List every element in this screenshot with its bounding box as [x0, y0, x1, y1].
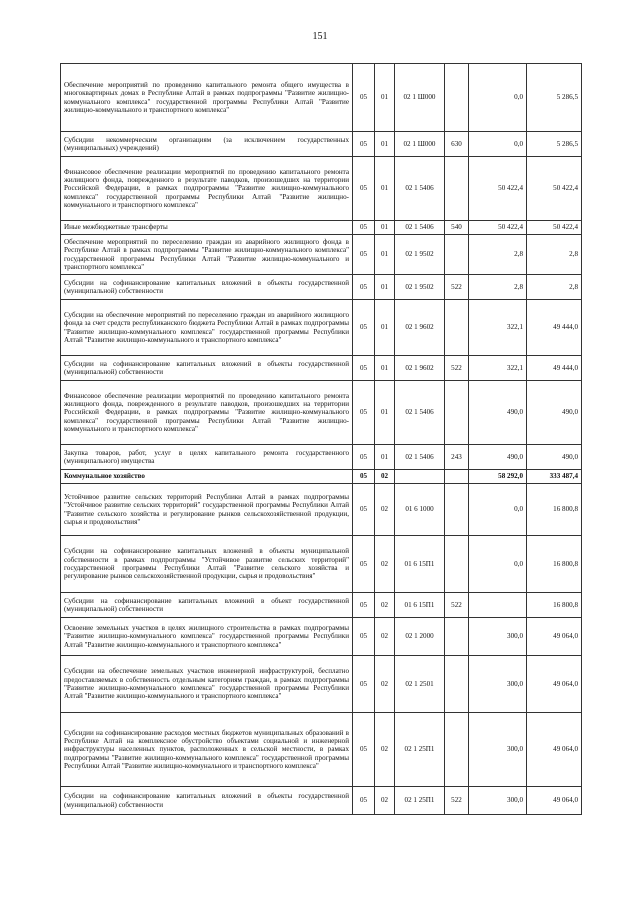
row-amount-2: 49 064,0: [527, 618, 582, 656]
row-amount-1: 58 292,0: [469, 470, 527, 484]
row-amount-1: 322,1: [469, 300, 527, 356]
row-subsection: 02: [375, 713, 395, 787]
row-target-article: 02 1 5406: [395, 381, 445, 445]
table-row: [61, 221, 582, 235]
row-amount-1: 322,1: [469, 356, 527, 381]
row-amount-2: 333 487,4: [527, 470, 582, 484]
row-name: Субсидии на обеспечение мероприятий по переселению граждан из аварийного жилищного фонда за счет средств республиканского бюджета Республики Алтай в рамках подпрограммы "Развитие жилищно-коммунального комплекса" государственной программы Республики Алтай "Развитие жилищно-коммунального и транспортного комплекса": [61, 300, 353, 356]
row-section: 05: [353, 64, 375, 132]
row-expense-type: [445, 300, 469, 356]
row-name: Субсидии на софинансирование капитальных вложений в объекты государственной (муниципальной) собственности: [61, 787, 353, 815]
row-target-article: 02 1 9602: [395, 356, 445, 381]
row-expense-type: 522: [445, 593, 469, 618]
row-name: Коммунальное хозяйство: [61, 470, 353, 484]
row-amount-1: 0,0: [469, 536, 527, 593]
row-section: 05: [353, 593, 375, 618]
row-expense-type: [445, 618, 469, 656]
row-subsection: 02: [375, 593, 395, 618]
row-subsection: 01: [375, 235, 395, 275]
table-row: [61, 445, 582, 470]
row-amount-1: 0,0: [469, 132, 527, 157]
row-amount-2: 49 064,0: [527, 713, 582, 787]
row-amount-2: 16 800,8: [527, 484, 582, 536]
table-row: [61, 275, 582, 300]
row-expense-type: 540: [445, 221, 469, 235]
row-name: Субсидии на софинансирование капитальных вложений в объекты муниципальной собственности в рамках подпрограммы "Устойчивое развитие сельских территорий" государственной программы Республики Алтай "Развитие сельского хозяйства и регулирование рынков сельскохозяйственной продукции, сырья и продовольствия": [61, 536, 353, 593]
row-target-article: 02 1 5406: [395, 157, 445, 221]
table-row: [61, 132, 582, 157]
row-amount-1: [469, 593, 527, 618]
row-amount-1: 50 422,4: [469, 157, 527, 221]
table-row: [61, 470, 582, 484]
row-section: 05: [353, 787, 375, 815]
row-amount-2: 50 422,4: [527, 221, 582, 235]
row-expense-type: 630: [445, 132, 469, 157]
row-subsection: 01: [375, 275, 395, 300]
row-name: Освоение земельных участков в целях жилищного строительства в рамках подпрограммы "Развитие жилищно-коммунального комплекса" государственной программы Республики Алтай "Развитие жилищно-коммунального и транспортного комплекса": [61, 618, 353, 656]
row-expense-type: 522: [445, 275, 469, 300]
row-section: 05: [353, 618, 375, 656]
row-subsection: 01: [375, 64, 395, 132]
row-target-article: 01 6 15П1: [395, 593, 445, 618]
table-row: [61, 381, 582, 445]
table-row: [61, 157, 582, 221]
table-row: [61, 618, 582, 656]
row-expense-type: 522: [445, 787, 469, 815]
table-row: [61, 484, 582, 536]
row-amount-2: 49 444,0: [527, 356, 582, 381]
row-section: 05: [353, 235, 375, 275]
row-name: Субсидии на софинансирование капитальных вложений в объекты государственной (муниципальной) собственности: [61, 356, 353, 381]
row-expense-type: [445, 470, 469, 484]
row-target-article: 02 1 9502: [395, 235, 445, 275]
table-row: [61, 356, 582, 381]
row-subsection: 01: [375, 445, 395, 470]
row-subsection: 02: [375, 787, 395, 815]
row-expense-type: [445, 157, 469, 221]
row-target-article: 02 1 25П1: [395, 713, 445, 787]
row-name: Закупка товаров, работ, услуг в целях капитального ремонта государственного (муниципального) имущества: [61, 445, 353, 470]
row-target-article: [395, 470, 445, 484]
row-name: Обеспечение мероприятий по переселению граждан из аварийного жилищного фонда в Республике Алтай в рамках подпрограммы "Развитие жилищно-коммунального комплекса" государственной программы Республики Алтай "Развитие жилищно-коммунального и транспортного комплекса": [61, 235, 353, 275]
row-subsection: 02: [375, 484, 395, 536]
row-expense-type: [445, 713, 469, 787]
row-amount-1: 300,0: [469, 618, 527, 656]
row-name: Финансовое обеспечение реализации мероприятий по проведению капитального ремонта жилищного фонда, поврежденного в результате паводков, произошедших на территории Российской Федерации, в рамках подпрограммы "Развитие жилищно-коммунального комплекса" государственной программы Республики Алтай "Развитие жилищно-коммунального и транспортного комплекса": [61, 157, 353, 221]
row-subsection: 01: [375, 132, 395, 157]
row-amount-2: 49 444,0: [527, 300, 582, 356]
row-amount-2: 2,8: [527, 275, 582, 300]
row-amount-2: 5 286,5: [527, 132, 582, 157]
row-subsection: 01: [375, 356, 395, 381]
row-amount-2: 16 800,8: [527, 593, 582, 618]
row-name: Субсидии на софинансирование капитальных вложений в объекты государственной (муниципальной) собственности: [61, 275, 353, 300]
row-subsection: 02: [375, 618, 395, 656]
row-name: Субсидии на софинансирование капитальных вложений в объект государственной (муниципальной) собственности: [61, 593, 353, 618]
row-target-article: 02 1 25П1: [395, 787, 445, 815]
row-amount-1: 300,0: [469, 787, 527, 815]
row-amount-1: 50 422,4: [469, 221, 527, 235]
row-expense-type: [445, 484, 469, 536]
table-row: [61, 787, 582, 815]
row-section: 05: [353, 445, 375, 470]
row-section: 05: [353, 484, 375, 536]
row-expense-type: [445, 381, 469, 445]
row-expense-type: [445, 536, 469, 593]
row-section: 05: [353, 713, 375, 787]
row-amount-2: 490,0: [527, 445, 582, 470]
row-amount-1: 490,0: [469, 445, 527, 470]
row-amount-2: 49 064,0: [527, 787, 582, 815]
row-amount-1: 300,0: [469, 656, 527, 713]
budget-table: [60, 63, 582, 815]
row-subsection: 02: [375, 470, 395, 484]
row-target-article: 01 6 1000: [395, 484, 445, 536]
row-target-article: 02 1 Ш000: [395, 132, 445, 157]
table-row: [61, 536, 582, 593]
row-expense-type: [445, 235, 469, 275]
row-name: Устойчивое развитие сельских территорий Республики Алтай в рамках подпрограммы "Устойчивое развитие сельских территорий" государственной программы Республики Алтай "Развитие сельского хозяйства и регулирование рынков сельскохозяйственной продукции, сырья и продовольствия": [61, 484, 353, 536]
row-section: 05: [353, 356, 375, 381]
row-expense-type: [445, 64, 469, 132]
row-section: 05: [353, 132, 375, 157]
row-name: Иные межбюджетные трансферты: [61, 221, 353, 235]
row-name: Финансовое обеспечение реализации мероприятий по проведению капитального ремонта жилищного фонда, поврежденного в результате паводков, произошедших на территории Российской Федерации, в рамках подпрограммы "Развитие жилищно-коммунального комплекса" государственной программы Республики Алтай "Развитие жилищно-коммунального и транспортного комплекса": [61, 381, 353, 445]
row-amount-2: 490,0: [527, 381, 582, 445]
row-section: 05: [353, 656, 375, 713]
page-number: 151: [312, 31, 328, 42]
row-amount-2: 50 422,4: [527, 157, 582, 221]
row-amount-1: 490,0: [469, 381, 527, 445]
row-name: Субсидии на софинансирование расходов местных бюджетов муниципальных образований в Республике Алтай на комплексное обустройство объектами социальной и инженерной инфраструктуры населенных пунктов, расположенных в сельской местности, в рамках подпрограммы "Развитие жилищно-коммунального комплекса" государственной программы Республики Алтай "Развитие жилищно-коммунального и транспортного комплекса": [61, 713, 353, 787]
row-subsection: 02: [375, 536, 395, 593]
row-amount-2: 5 286,5: [527, 64, 582, 132]
table-row: [61, 713, 582, 787]
row-section: 05: [353, 536, 375, 593]
row-section: 05: [353, 381, 375, 445]
row-subsection: 01: [375, 157, 395, 221]
row-amount-2: 49 064,0: [527, 656, 582, 713]
row-expense-type: [445, 656, 469, 713]
table-row: [61, 235, 582, 275]
row-name: Субсидии на обеспечение земельных участков инженерной инфраструктурой, бесплатно предоставляемых в собственность отдельным категориям граждан, в рамках подпрограммы "Развитие жилищно-коммунального комплекса" государственной программы Республики Алтай "Развитие жилищно-коммунального и транспортного комплекса": [61, 656, 353, 713]
row-target-article: 02 1 5406: [395, 221, 445, 235]
row-expense-type: 522: [445, 356, 469, 381]
row-amount-1: 0,0: [469, 64, 527, 132]
row-section: 05: [353, 157, 375, 221]
row-subsection: 01: [375, 381, 395, 445]
table-row: [61, 64, 582, 132]
row-target-article: 02 1 2000: [395, 618, 445, 656]
row-subsection: 01: [375, 221, 395, 235]
row-name: Обеспечение мероприятий по проведению капитального ремонта общего имущества в многоквартирных домах в Республике Алтай в рамках подпрограммы "Развитие жилищно-коммунального комплекса" государственной программы Республики Алтай "Развитие жилищно-коммунального и транспортного комплекса": [61, 64, 353, 132]
row-target-article: 02 1 Ш000: [395, 64, 445, 132]
row-target-article: 01 6 15П1: [395, 536, 445, 593]
row-section: 05: [353, 470, 375, 484]
row-name: Субсидии некоммерческим организациям (за исключением государственных (муниципальных) учреждений): [61, 132, 353, 157]
row-subsection: 02: [375, 656, 395, 713]
row-expense-type: 243: [445, 445, 469, 470]
row-amount-1: 0,0: [469, 484, 527, 536]
row-section: 05: [353, 300, 375, 356]
row-amount-1: 2,8: [469, 235, 527, 275]
table-row: [61, 300, 582, 356]
row-subsection: 01: [375, 300, 395, 356]
table-row: [61, 656, 582, 713]
table-row: [61, 593, 582, 618]
row-target-article: 02 1 5406: [395, 445, 445, 470]
row-amount-1: 2,8: [469, 275, 527, 300]
row-target-article: 02 1 2501: [395, 656, 445, 713]
row-target-article: 02 1 9602: [395, 300, 445, 356]
row-amount-2: 2,8: [527, 235, 582, 275]
row-section: 05: [353, 221, 375, 235]
row-amount-1: 300,0: [469, 713, 527, 787]
row-target-article: 02 1 9502: [395, 275, 445, 300]
row-section: 05: [353, 275, 375, 300]
row-amount-2: 16 800,8: [527, 536, 582, 593]
